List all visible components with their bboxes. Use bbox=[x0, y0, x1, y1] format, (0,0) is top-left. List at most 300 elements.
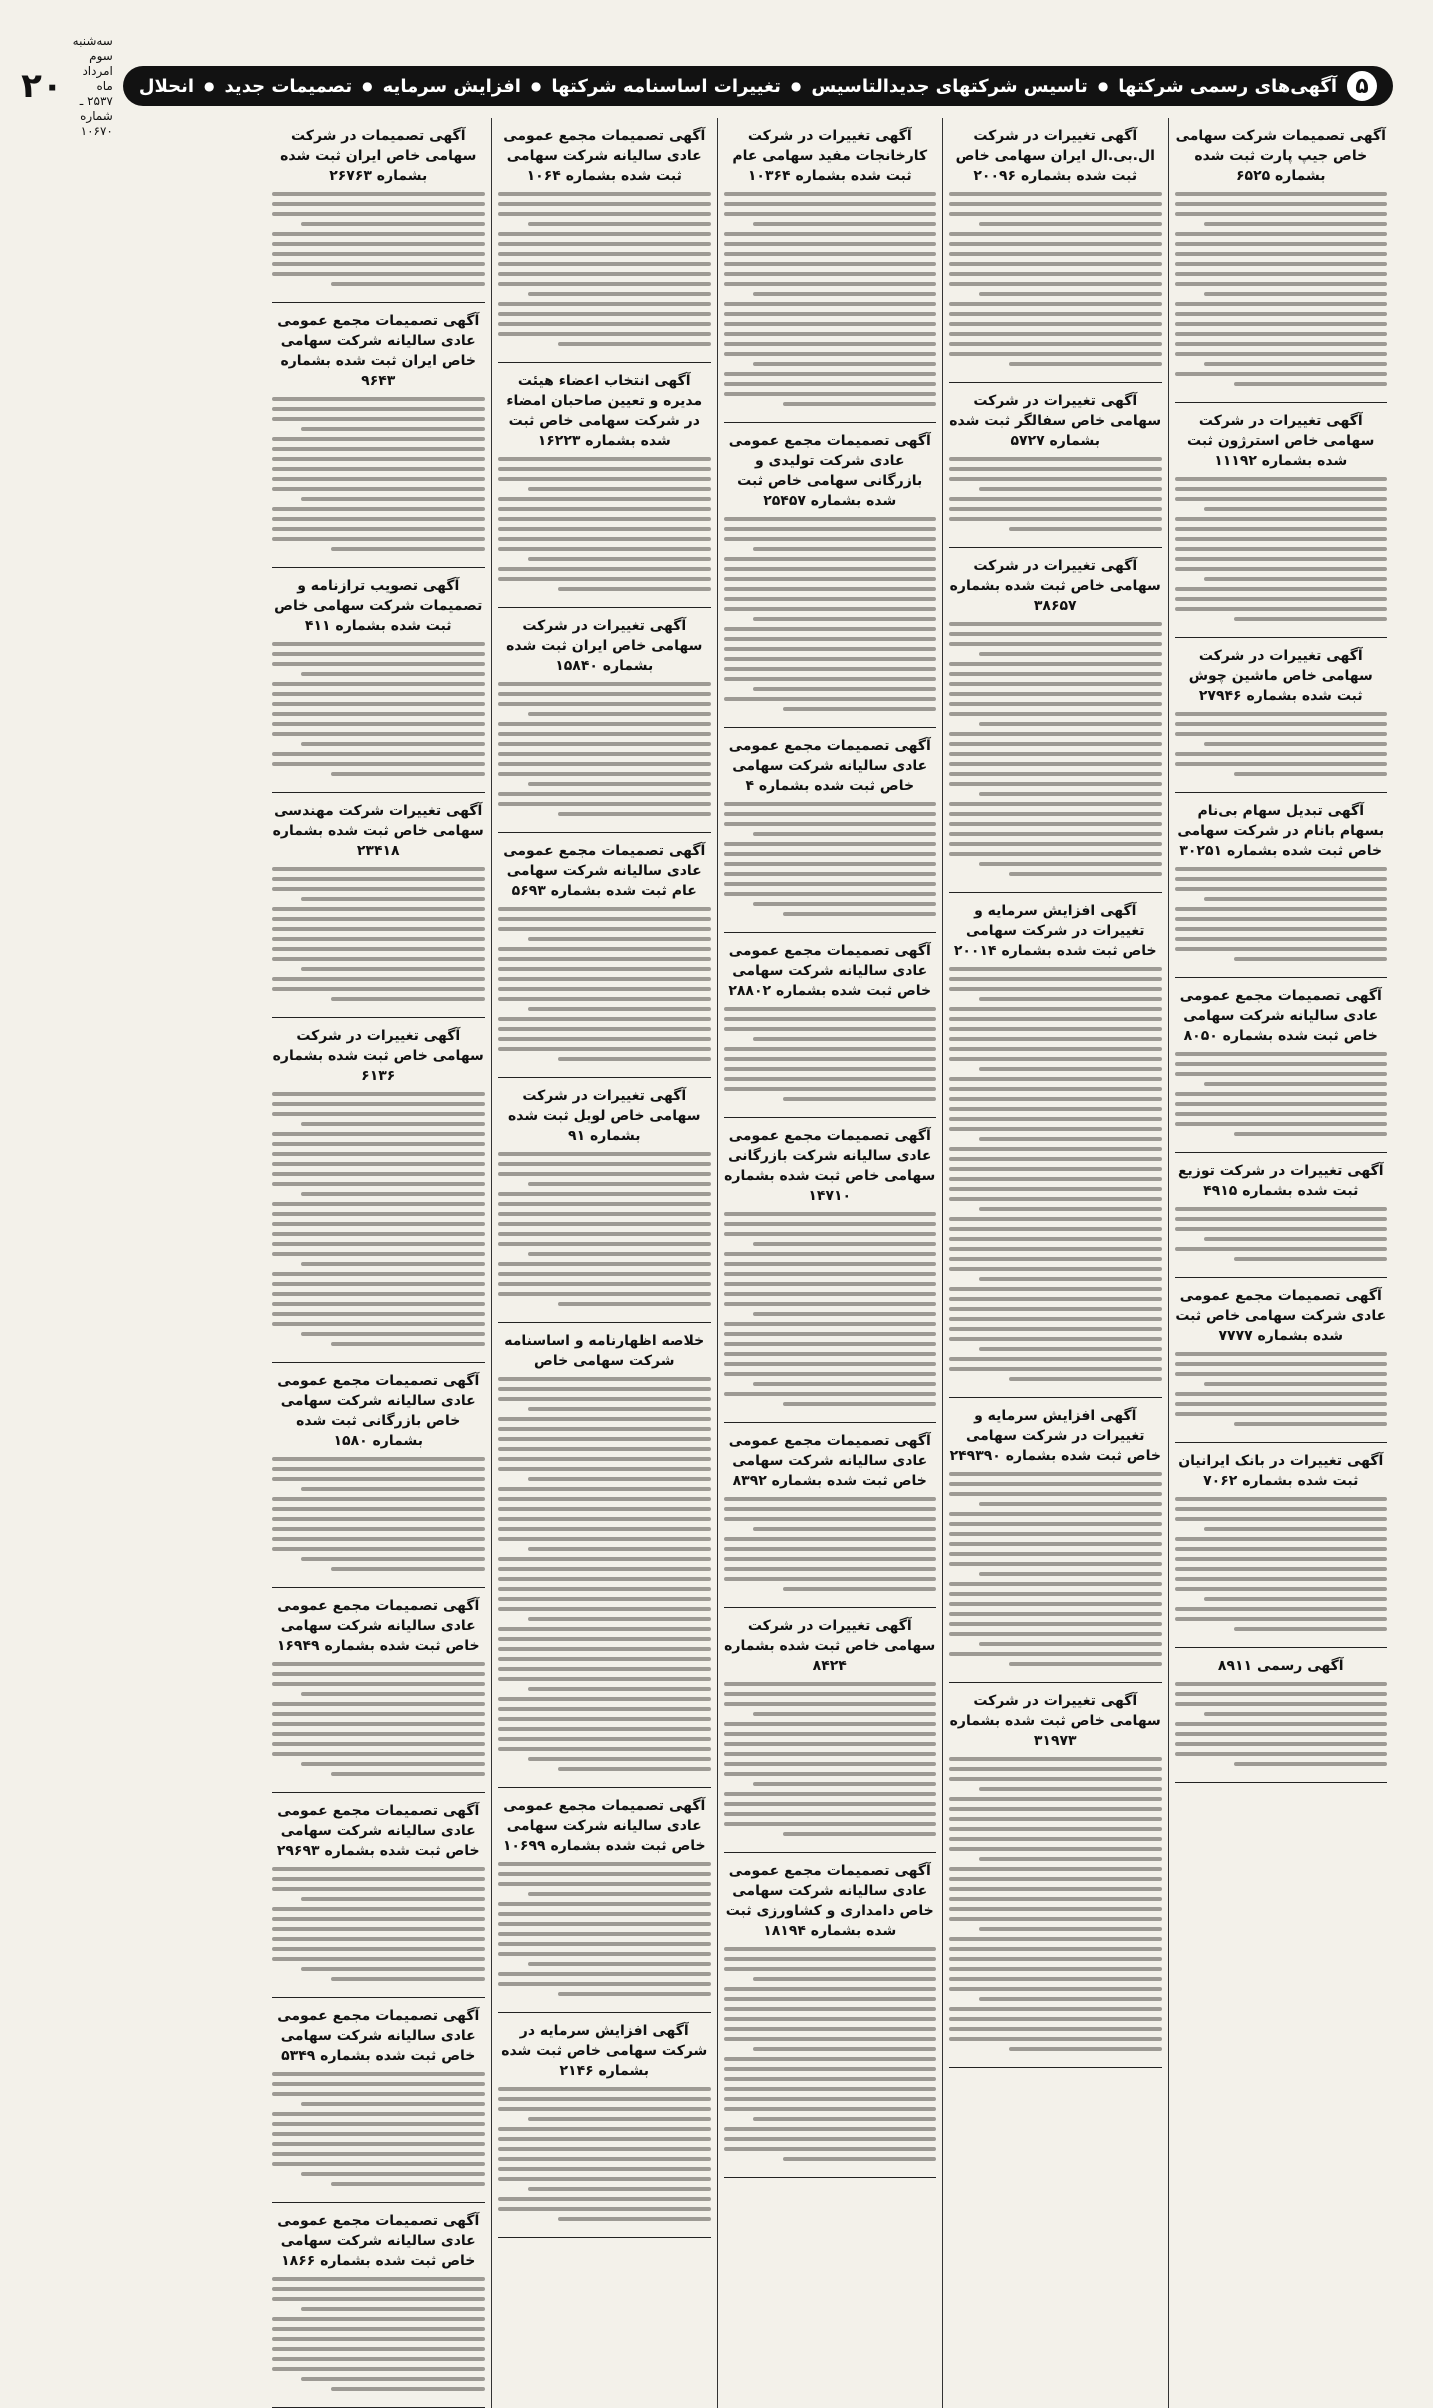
text-line bbox=[272, 192, 486, 196]
text-line bbox=[783, 707, 936, 711]
text-line bbox=[949, 1632, 1162, 1636]
text-line bbox=[949, 262, 1162, 266]
text-line bbox=[301, 427, 485, 431]
text-line bbox=[1175, 252, 1388, 256]
text-line bbox=[949, 477, 1162, 481]
text-line bbox=[1009, 527, 1162, 531]
text-line bbox=[949, 1602, 1162, 1606]
text-line bbox=[949, 1297, 1162, 1301]
text-line bbox=[301, 1262, 485, 1266]
text-line bbox=[949, 497, 1162, 501]
text-line bbox=[301, 1192, 485, 1196]
text-line bbox=[272, 1212, 486, 1216]
text-line bbox=[558, 1767, 711, 1771]
notice bbox=[724, 728, 937, 933]
text-line bbox=[498, 1567, 711, 1571]
text-line bbox=[1175, 547, 1388, 551]
text-line bbox=[331, 1772, 485, 1776]
text-line bbox=[753, 362, 936, 366]
text-line bbox=[949, 682, 1162, 686]
text-line bbox=[528, 712, 711, 716]
text-line bbox=[498, 1232, 711, 1236]
notice-title: آگهی تغییرات در شرکت کارخانجات مفید سهامی عام ثبت شده بشماره ۱۰۳۶۴ bbox=[732, 128, 928, 184]
text-line bbox=[498, 457, 711, 461]
text-line bbox=[949, 977, 1162, 981]
text-line bbox=[498, 1172, 711, 1176]
notice-title: آگهی تغییرات در شرکت ال.بی.ال ایران سهامی خاص ثبت شده بشماره ۲۰۰۹۶ bbox=[955, 128, 1155, 184]
text-line bbox=[528, 937, 711, 941]
text-line bbox=[949, 232, 1162, 236]
text-line bbox=[949, 1757, 1162, 1761]
text-line bbox=[979, 1137, 1162, 1141]
notice bbox=[1175, 1278, 1388, 1443]
text-line bbox=[272, 977, 486, 981]
text-line bbox=[783, 402, 936, 406]
text-line bbox=[558, 812, 711, 816]
text-line bbox=[498, 1747, 711, 1751]
notice-title: آگهی تغییرات در بانک ایرانیان ثبت شده بشماره ۷۰۶۲ bbox=[1178, 1453, 1384, 1489]
text-line bbox=[724, 2097, 937, 2101]
text-line bbox=[949, 1652, 1162, 1656]
text-line bbox=[301, 1487, 485, 1491]
text-line bbox=[724, 657, 937, 661]
text-line bbox=[272, 1702, 486, 1706]
text-line bbox=[498, 507, 711, 511]
text-line bbox=[724, 1987, 937, 1991]
text-line bbox=[724, 812, 937, 816]
text-line bbox=[949, 1287, 1162, 1291]
text-line bbox=[724, 1762, 937, 1766]
text-line bbox=[498, 1192, 711, 1196]
text-line bbox=[1175, 937, 1388, 941]
text-line bbox=[949, 662, 1162, 666]
text-line bbox=[1009, 1662, 1162, 1666]
text-line bbox=[949, 1337, 1162, 1341]
text-line bbox=[949, 802, 1162, 806]
text-line bbox=[1234, 1422, 1387, 1426]
text-line bbox=[498, 2087, 711, 2091]
column-4 bbox=[491, 118, 717, 2408]
text-line bbox=[1234, 772, 1387, 776]
text-line bbox=[558, 1992, 711, 1996]
text-line bbox=[1009, 362, 1162, 366]
text-line bbox=[949, 967, 1162, 971]
text-line bbox=[272, 1272, 486, 1276]
text-line bbox=[498, 682, 711, 686]
text-line bbox=[724, 517, 937, 521]
text-line bbox=[498, 2097, 711, 2101]
text-line bbox=[1175, 917, 1388, 921]
text-line bbox=[498, 232, 711, 236]
text-line bbox=[724, 1537, 937, 1541]
text-line bbox=[949, 1167, 1162, 1171]
text-line bbox=[272, 262, 486, 266]
text-line bbox=[949, 1622, 1162, 1626]
text-line bbox=[272, 2152, 486, 2156]
text-line bbox=[1175, 1217, 1388, 1221]
text-line bbox=[753, 292, 936, 296]
text-line bbox=[1175, 497, 1388, 501]
text-line bbox=[724, 1282, 937, 1286]
text-line bbox=[272, 447, 486, 451]
text-line bbox=[979, 1642, 1162, 1646]
notice bbox=[949, 548, 1162, 893]
text-line bbox=[301, 2172, 485, 2176]
text-line bbox=[949, 1967, 1162, 1971]
notice bbox=[1175, 793, 1388, 978]
notice bbox=[498, 833, 711, 1078]
text-line bbox=[1175, 597, 1388, 601]
text-line bbox=[272, 2092, 486, 2096]
text-line bbox=[1175, 1402, 1388, 1406]
notice bbox=[272, 1363, 486, 1588]
text-line bbox=[753, 902, 936, 906]
text-line bbox=[498, 1982, 711, 1986]
text-line bbox=[272, 1222, 486, 1226]
text-line bbox=[979, 1502, 1162, 1506]
text-line bbox=[1175, 537, 1388, 541]
text-line bbox=[949, 1887, 1162, 1891]
notice-title: آگهی تغییرات در شرکت سهامی خاص ایران ثبت شده بشماره ۱۵۸۴۰ bbox=[506, 618, 703, 674]
text-line bbox=[949, 1037, 1162, 1041]
text-line bbox=[949, 1257, 1162, 1261]
text-line bbox=[979, 1787, 1162, 1791]
text-line bbox=[949, 1807, 1162, 1811]
text-line bbox=[1204, 742, 1387, 746]
text-line bbox=[949, 1127, 1162, 1131]
text-line bbox=[498, 2147, 711, 2151]
text-line bbox=[1175, 372, 1388, 376]
text-line bbox=[498, 1902, 711, 1906]
text-line bbox=[724, 202, 937, 206]
text-line bbox=[498, 262, 711, 266]
text-line bbox=[949, 742, 1162, 746]
text-line bbox=[301, 742, 485, 746]
text-line bbox=[1175, 1412, 1388, 1416]
text-line bbox=[272, 1907, 486, 1911]
text-line bbox=[498, 312, 711, 316]
text-line bbox=[949, 1307, 1162, 1311]
text-line bbox=[498, 322, 711, 326]
text-line bbox=[272, 1507, 486, 1511]
text-line bbox=[331, 547, 485, 551]
banner-separator-icon: ● bbox=[362, 79, 373, 93]
text-line bbox=[724, 1332, 937, 1336]
text-line bbox=[498, 752, 711, 756]
notice-title: آگهی تغییرات در شرکت سهامی خاص لوبل ثبت شده بشماره ۹۱ bbox=[508, 1088, 701, 1144]
text-line bbox=[1175, 1517, 1388, 1521]
notice-columns bbox=[40, 118, 1393, 2269]
text-line bbox=[753, 1312, 936, 1316]
text-line bbox=[1009, 872, 1162, 876]
text-line bbox=[949, 1187, 1162, 1191]
text-line bbox=[724, 802, 937, 806]
text-line bbox=[498, 1152, 711, 1156]
text-line bbox=[949, 622, 1162, 626]
text-line bbox=[498, 802, 711, 806]
text-line bbox=[498, 1697, 711, 1701]
notice bbox=[724, 423, 937, 728]
text-line bbox=[528, 1407, 711, 1411]
banner-segment: تغییرات اساسنامه شرکتها bbox=[551, 75, 781, 97]
notice bbox=[1175, 118, 1388, 403]
text-line bbox=[724, 1547, 937, 1551]
text-line bbox=[724, 1802, 937, 1806]
text-line bbox=[949, 1837, 1162, 1841]
notice bbox=[272, 568, 486, 793]
text-line bbox=[724, 1822, 937, 1826]
text-line bbox=[724, 1047, 937, 1051]
notice-title: آگهی تصمیمات مجمع عمومی عادی سالیانه شرکت سهامی خاص ایران ثبت شده بشماره ۹۶۴۳ bbox=[277, 313, 480, 389]
text-line bbox=[724, 1682, 937, 1686]
text-line bbox=[949, 1817, 1162, 1821]
text-line bbox=[498, 467, 711, 471]
notice bbox=[498, 118, 711, 363]
text-line bbox=[301, 2307, 485, 2311]
notice bbox=[272, 1998, 486, 2203]
text-line bbox=[498, 202, 711, 206]
text-line bbox=[1175, 1112, 1388, 1116]
text-line bbox=[949, 732, 1162, 736]
section-number: ۵ bbox=[1347, 71, 1377, 101]
text-line bbox=[724, 302, 937, 306]
notice-title: آگهی افزایش سرمایه و تغییرات در شرکت سهامی خاص ثبت شده بشماره ۲۴۹۳۹۰ bbox=[949, 1408, 1161, 1464]
text-line bbox=[724, 392, 937, 396]
text-line bbox=[272, 1742, 486, 1746]
text-line bbox=[1234, 957, 1387, 961]
notice-title: آگهی تصمیمات مجمع عمومی عادی سالیانه شرکت سهامی خاص ثبت شده بشماره ۱۶۹۴۹ bbox=[276, 1598, 480, 1654]
text-line bbox=[272, 957, 486, 961]
text-line bbox=[558, 1057, 711, 1061]
text-line bbox=[272, 202, 486, 206]
text-line bbox=[1175, 1537, 1388, 1541]
text-line bbox=[1204, 292, 1387, 296]
text-line bbox=[301, 1967, 485, 1971]
text-line bbox=[1175, 567, 1388, 571]
notice bbox=[949, 893, 1162, 1398]
text-line bbox=[949, 1317, 1162, 1321]
text-line bbox=[979, 1207, 1162, 1211]
text-line bbox=[272, 1517, 486, 1521]
text-line bbox=[272, 1672, 486, 1676]
text-line bbox=[272, 467, 486, 471]
text-line bbox=[1175, 1547, 1388, 1551]
text-line bbox=[272, 1752, 486, 1756]
text-line bbox=[272, 1927, 486, 1931]
text-line bbox=[1175, 487, 1388, 491]
text-line bbox=[498, 2177, 711, 2181]
text-line bbox=[498, 1242, 711, 1246]
text-line bbox=[272, 457, 486, 461]
text-line bbox=[1175, 332, 1388, 336]
text-line bbox=[949, 1947, 1162, 1951]
text-line bbox=[272, 417, 486, 421]
notice-title: آگهی تصمیمات شرکت سهامی خاص جیپ پارت ثبت شده بشماره ۶۵۲۵ bbox=[1175, 128, 1386, 184]
issue-date: سه‌شنبه سوم امرداد ماه bbox=[72, 33, 113, 93]
text-line bbox=[528, 557, 711, 561]
text-line bbox=[783, 1832, 936, 1836]
text-line bbox=[949, 2037, 1162, 2041]
text-line bbox=[949, 1027, 1162, 1031]
text-line bbox=[979, 1277, 1162, 1281]
text-line bbox=[1175, 1207, 1388, 1211]
text-line bbox=[498, 692, 711, 696]
text-line bbox=[949, 702, 1162, 706]
text-line bbox=[1204, 1527, 1387, 1531]
text-line bbox=[979, 487, 1162, 491]
text-line bbox=[1175, 1092, 1388, 1096]
text-line bbox=[783, 1402, 936, 1406]
text-line bbox=[272, 487, 486, 491]
text-line bbox=[979, 292, 1162, 296]
text-line bbox=[724, 1692, 937, 1696]
column-3 bbox=[717, 118, 943, 2408]
text-line bbox=[498, 1497, 711, 1501]
banner-segment: تاسیس شرکتهای جدیدالتاسیس bbox=[811, 75, 1088, 97]
text-line bbox=[949, 782, 1162, 786]
text-line bbox=[1175, 557, 1388, 561]
notice-title: آگهی تغییرات در شرکت سهامی خاص ثبت شده بشماره ۳۱۹۷۳ bbox=[949, 1693, 1161, 1749]
text-line bbox=[498, 997, 711, 1001]
text-line bbox=[724, 1947, 937, 1951]
text-line bbox=[498, 1292, 711, 1296]
text-line bbox=[949, 692, 1162, 696]
notice bbox=[272, 1018, 486, 1363]
notice-title: آگهی تصمیمات مجمع عمومی عادی سالیانه شرکت سهامی خاص ثبت شده بشماره ۱۰۶۹۹ bbox=[502, 1798, 706, 1854]
text-line bbox=[724, 382, 937, 386]
text-line bbox=[949, 1612, 1162, 1616]
text-line bbox=[498, 1637, 711, 1641]
text-line bbox=[783, 1097, 936, 1101]
text-line bbox=[949, 1482, 1162, 1486]
text-line bbox=[272, 2072, 486, 2076]
text-line bbox=[1175, 477, 1388, 481]
notice bbox=[1175, 1648, 1388, 1783]
text-line bbox=[724, 1302, 937, 1306]
text-line bbox=[498, 2137, 711, 2141]
page-number: ۲۰ bbox=[21, 66, 63, 106]
text-line bbox=[724, 312, 937, 316]
text-line bbox=[949, 1472, 1162, 1476]
notice bbox=[272, 118, 486, 303]
text-line bbox=[331, 2387, 485, 2391]
text-line bbox=[331, 1977, 485, 1981]
text-line bbox=[272, 2082, 486, 2086]
text-line bbox=[272, 1232, 486, 1236]
text-line bbox=[1175, 1102, 1388, 1106]
text-line bbox=[1009, 1377, 1162, 1381]
text-line bbox=[753, 2117, 936, 2121]
notice-title: آگهی افزایش سرمایه و تغییرات در شرکت سهامی خاص ثبت شده بشماره ۲۰۰۱۴ bbox=[953, 903, 1157, 959]
text-line bbox=[724, 2137, 937, 2141]
notice bbox=[949, 383, 1162, 548]
text-line bbox=[272, 1292, 486, 1296]
text-line bbox=[949, 1562, 1162, 1566]
text-line bbox=[1175, 312, 1388, 316]
text-line bbox=[498, 2107, 711, 2111]
text-line bbox=[949, 467, 1162, 471]
text-line bbox=[1204, 1382, 1387, 1386]
text-line bbox=[498, 1272, 711, 1276]
text-line bbox=[724, 1392, 937, 1396]
text-line bbox=[1175, 242, 1388, 246]
text-line bbox=[498, 987, 711, 991]
text-line bbox=[1234, 382, 1387, 386]
text-line bbox=[528, 1182, 711, 1186]
text-line bbox=[1175, 732, 1388, 736]
text-line bbox=[301, 1332, 485, 1336]
text-line bbox=[1175, 1227, 1388, 1231]
text-line bbox=[272, 1457, 486, 1461]
text-line bbox=[301, 967, 485, 971]
text-line bbox=[1175, 1392, 1388, 1396]
text-line bbox=[979, 792, 1162, 796]
text-line bbox=[498, 967, 711, 971]
text-line bbox=[724, 1732, 937, 1736]
text-line bbox=[498, 1557, 711, 1561]
text-line bbox=[272, 1887, 486, 1891]
text-line bbox=[724, 272, 937, 276]
text-line bbox=[753, 1977, 936, 1981]
text-line bbox=[753, 1037, 936, 1041]
text-line bbox=[979, 1347, 1162, 1351]
text-line bbox=[272, 1712, 486, 1716]
notice-title: آگهی تغییرات در شرکت توزیع ثبت شده بشماره ۴۹۱۵ bbox=[1177, 1163, 1384, 1199]
column-2 bbox=[942, 118, 1168, 2408]
text-line bbox=[724, 372, 937, 376]
text-line bbox=[272, 662, 486, 666]
text-line bbox=[1175, 1742, 1388, 1746]
text-line bbox=[331, 2182, 485, 2186]
text-line bbox=[331, 1342, 485, 1346]
text-line bbox=[272, 722, 486, 726]
text-line bbox=[724, 677, 937, 681]
text-line bbox=[272, 987, 486, 991]
text-line bbox=[724, 697, 937, 701]
text-line bbox=[528, 782, 711, 786]
text-line bbox=[1175, 262, 1388, 266]
text-line bbox=[1175, 212, 1388, 216]
notice bbox=[498, 1788, 711, 2013]
notice-title: آگهی تصمیمات مجمع عمومی عادی سالیانه شرکت سهامی خاص دامداری و کشاورزی ثبت شده بشماره ۱۸۱۹۴ bbox=[725, 1863, 934, 1939]
text-line bbox=[272, 212, 486, 216]
text-line bbox=[724, 2067, 937, 2071]
text-line bbox=[1175, 877, 1388, 881]
text-line bbox=[272, 2132, 486, 2136]
text-line bbox=[272, 2277, 486, 2281]
text-line bbox=[724, 862, 937, 866]
text-line bbox=[724, 597, 937, 601]
text-line bbox=[724, 1342, 937, 1346]
text-line bbox=[949, 1957, 1162, 1961]
notice-title: آگهی تغییرات شرکت مهندسی سهامی خاص ثبت شده بشماره ۲۳۴۱۸ bbox=[272, 803, 484, 859]
text-line bbox=[498, 1882, 711, 1886]
text-line bbox=[1175, 1702, 1388, 1706]
text-line bbox=[1175, 752, 1388, 756]
notice bbox=[724, 118, 937, 423]
text-line bbox=[1175, 1607, 1388, 1611]
text-line bbox=[498, 1212, 711, 1216]
text-line bbox=[949, 312, 1162, 316]
text-line bbox=[1204, 222, 1387, 226]
text-line bbox=[949, 2007, 1162, 2011]
text-line bbox=[724, 1997, 937, 2001]
text-line bbox=[528, 1547, 711, 1551]
text-line bbox=[272, 1282, 486, 1286]
notice bbox=[1175, 403, 1388, 638]
text-line bbox=[949, 1897, 1162, 1901]
text-line bbox=[724, 2127, 937, 2131]
